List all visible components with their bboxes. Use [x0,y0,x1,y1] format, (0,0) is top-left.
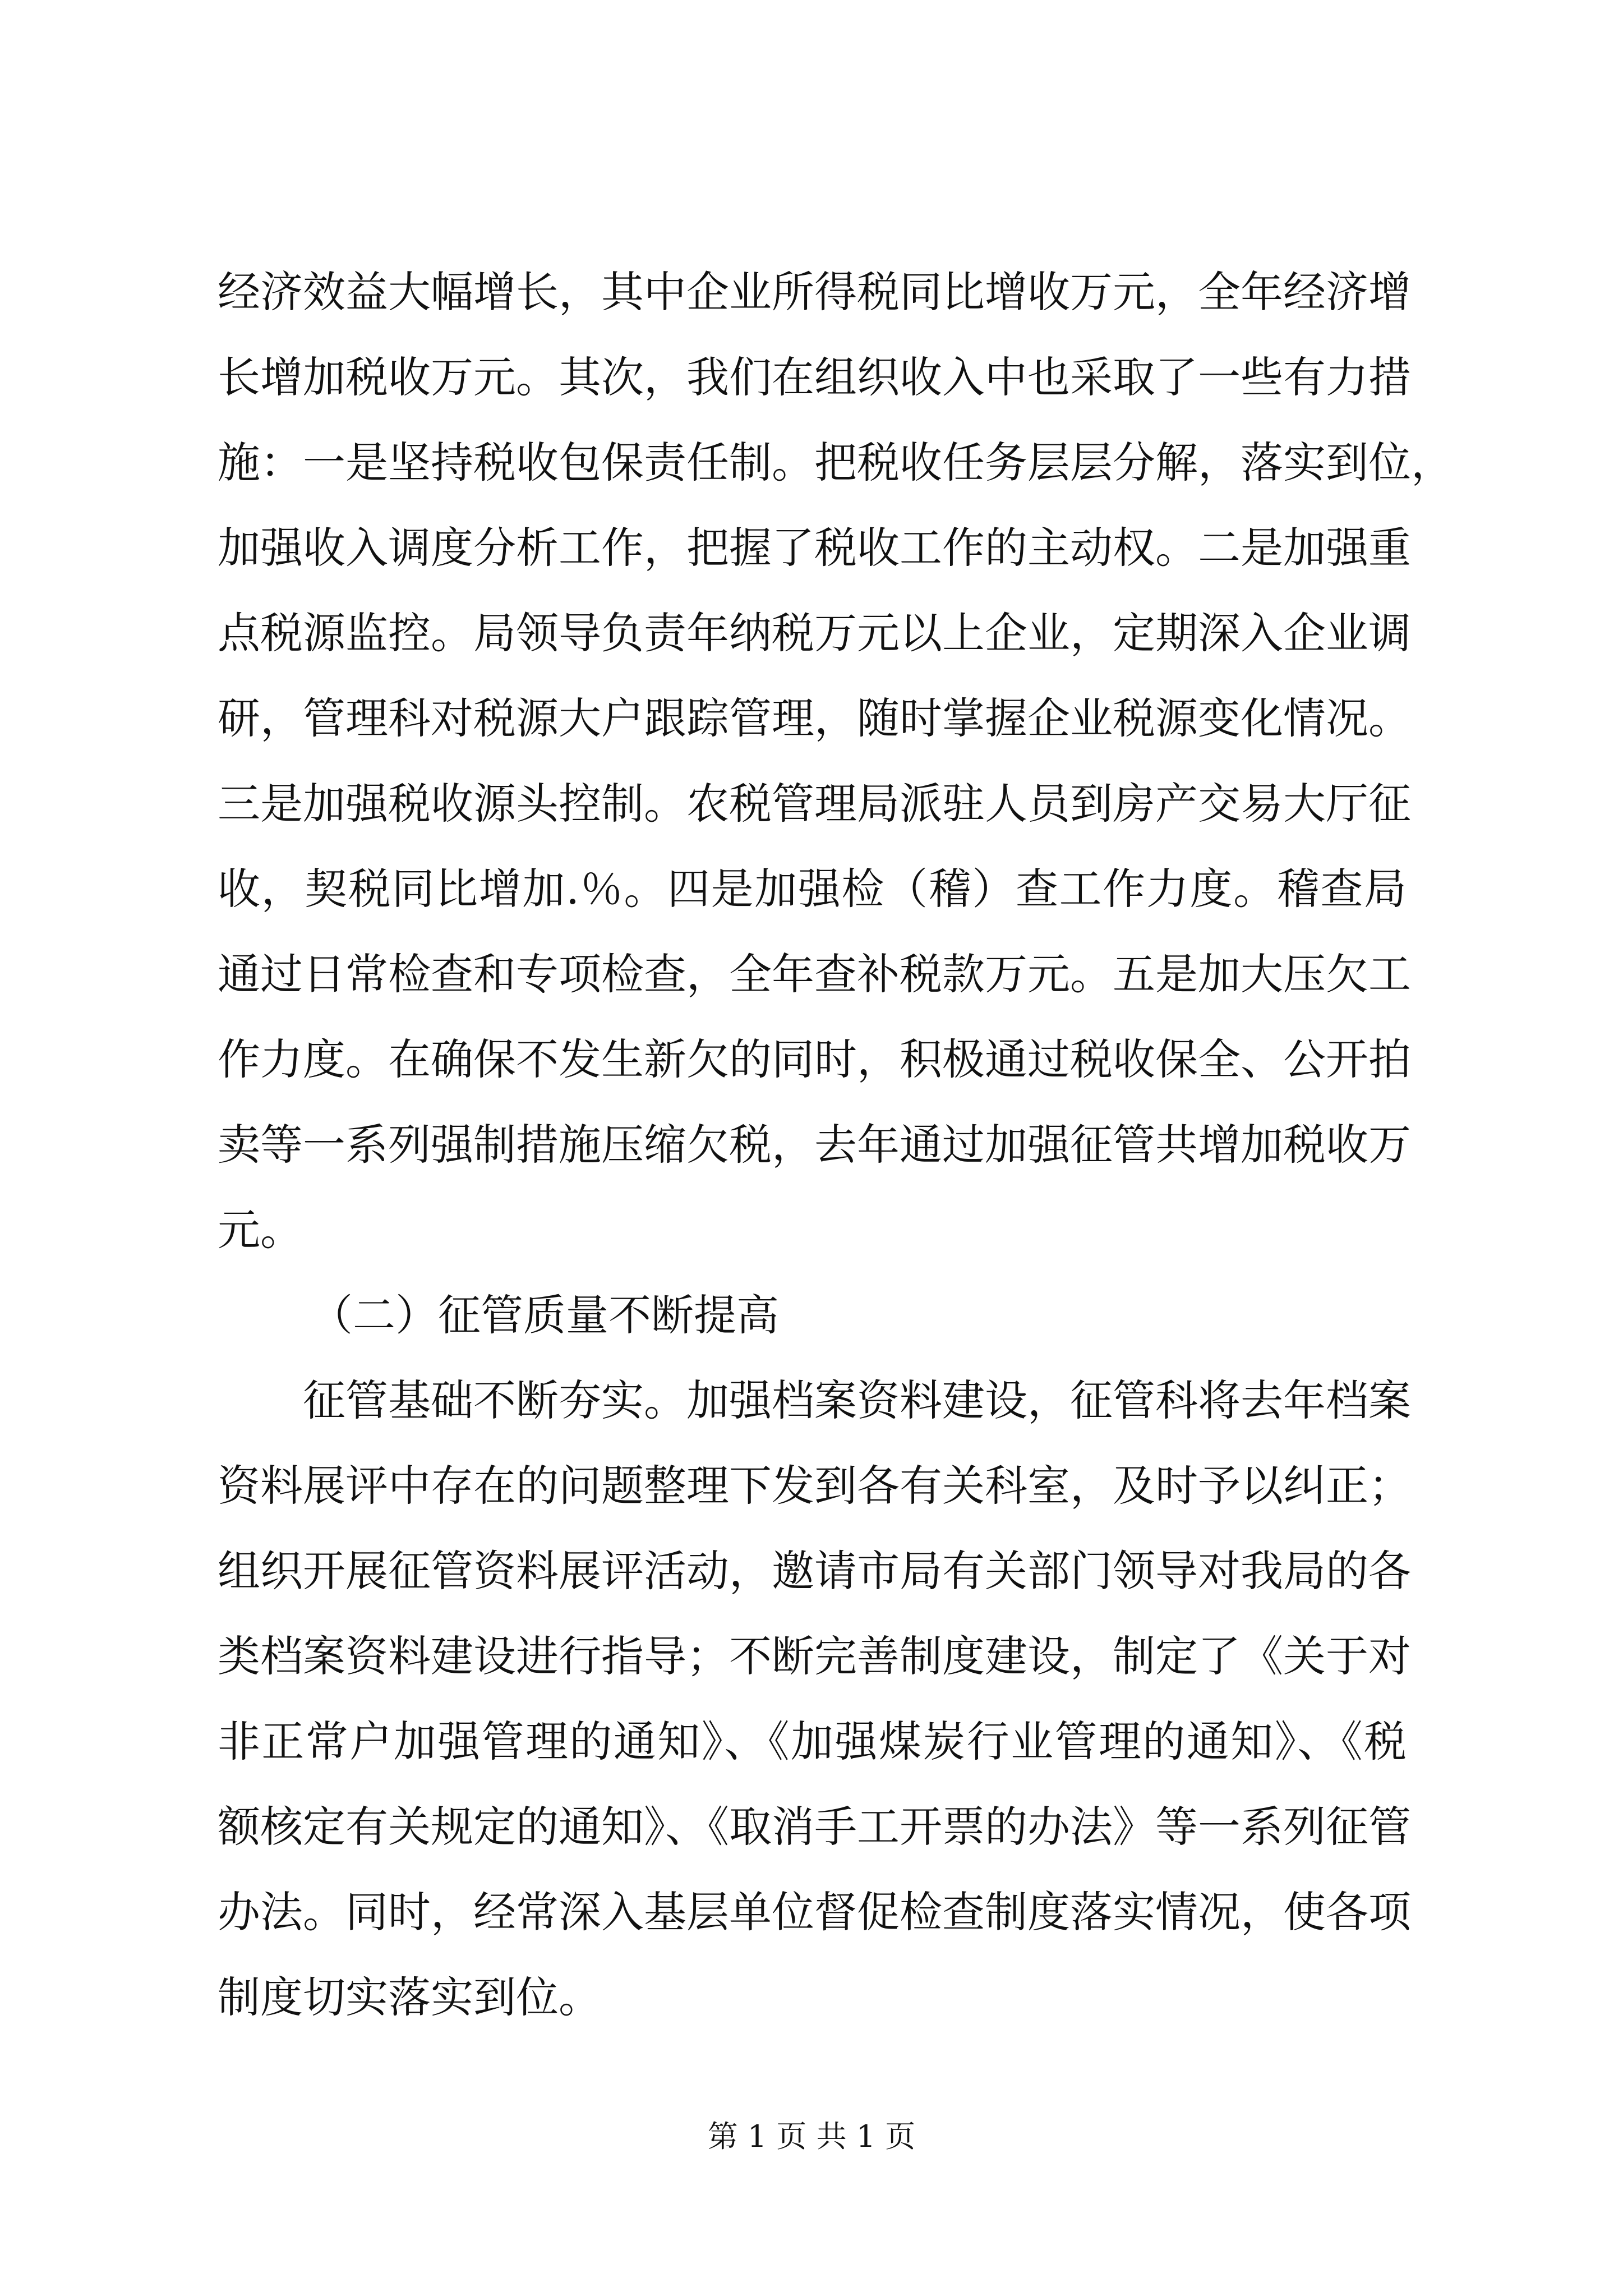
body-line: 收，契税同比增加.％。四是加强检（稽）查工作力度。稽查局 [218,864,1407,914]
body-line: 卖等一系列强制措施压缩欠税，去年通过加强征管共增加税收万 [218,1120,1411,1170]
body-line: 长增加税收万元。其次，我们在组织收入中也采取了一些有力措 [218,352,1411,402]
body-line: 施：一是坚持税收包保责任制。把税收任务层层分解，落实到位， [218,438,1454,487]
body-line: 点税源监控。局领导负责年纳税万元以上企业，定期深入企业调 [218,608,1411,658]
body-line: 办法。同时，经常深入基层单位督促检查制度落实情况，使各项 [218,1887,1411,1937]
document-body [218,250,1454,2040]
body-line: 类档案资料建设进行指导；不断完善制度建设，制定了《关于对 [218,1631,1411,1681]
body-line: 经济效益大幅增长，其中企业所得税同比增收万元，全年经济增 [218,267,1411,317]
body-line-end: 元。 [218,1205,303,1255]
body-line: 通过日常检查和专项检查，全年查补税款万元。五是加大压欠工 [218,949,1411,999]
body-line: 加强收入调度分析工作，把握了税收工作的主动权。二是加强重 [218,523,1411,573]
page-number-footer: 第 1 页 共 1 页 [707,2119,916,2154]
body-line: 组织开展征管资料展评活动，邀请市局有关部门领导对我局的各 [218,1546,1411,1596]
body-line-end: 制度切实落实到位。 [218,1972,601,2022]
body-line: 额核定有关规定的通知》、《取消手工开票的办法》等一系列征管 [218,1802,1411,1852]
paragraph-first-line: 征管基础不断夯实。加强档案资料建设，征管科将去年档案 [303,1375,1411,1425]
body-line: 非正常户加强管理的通知》、《加强煤炭行业管理的通知》、《税 [218,1717,1407,1766]
body-line: 三是加强税收源头控制。农税管理局派驻人员到房产交易大厅征 [218,779,1411,829]
body-line: 研，管理科对税源大户跟踪管理，随时掌握企业税源变化情况。 [218,693,1411,743]
body-line: 作力度。在确保不发生新欠的同时，积极通过税收保全、公开拍 [218,1034,1411,1084]
section-heading: （二）征管质量不断提高 [310,1290,779,1340]
body-line: 资料展评中存在的问题整理下发到各有关科室，及时予以纠正； [218,1461,1411,1511]
